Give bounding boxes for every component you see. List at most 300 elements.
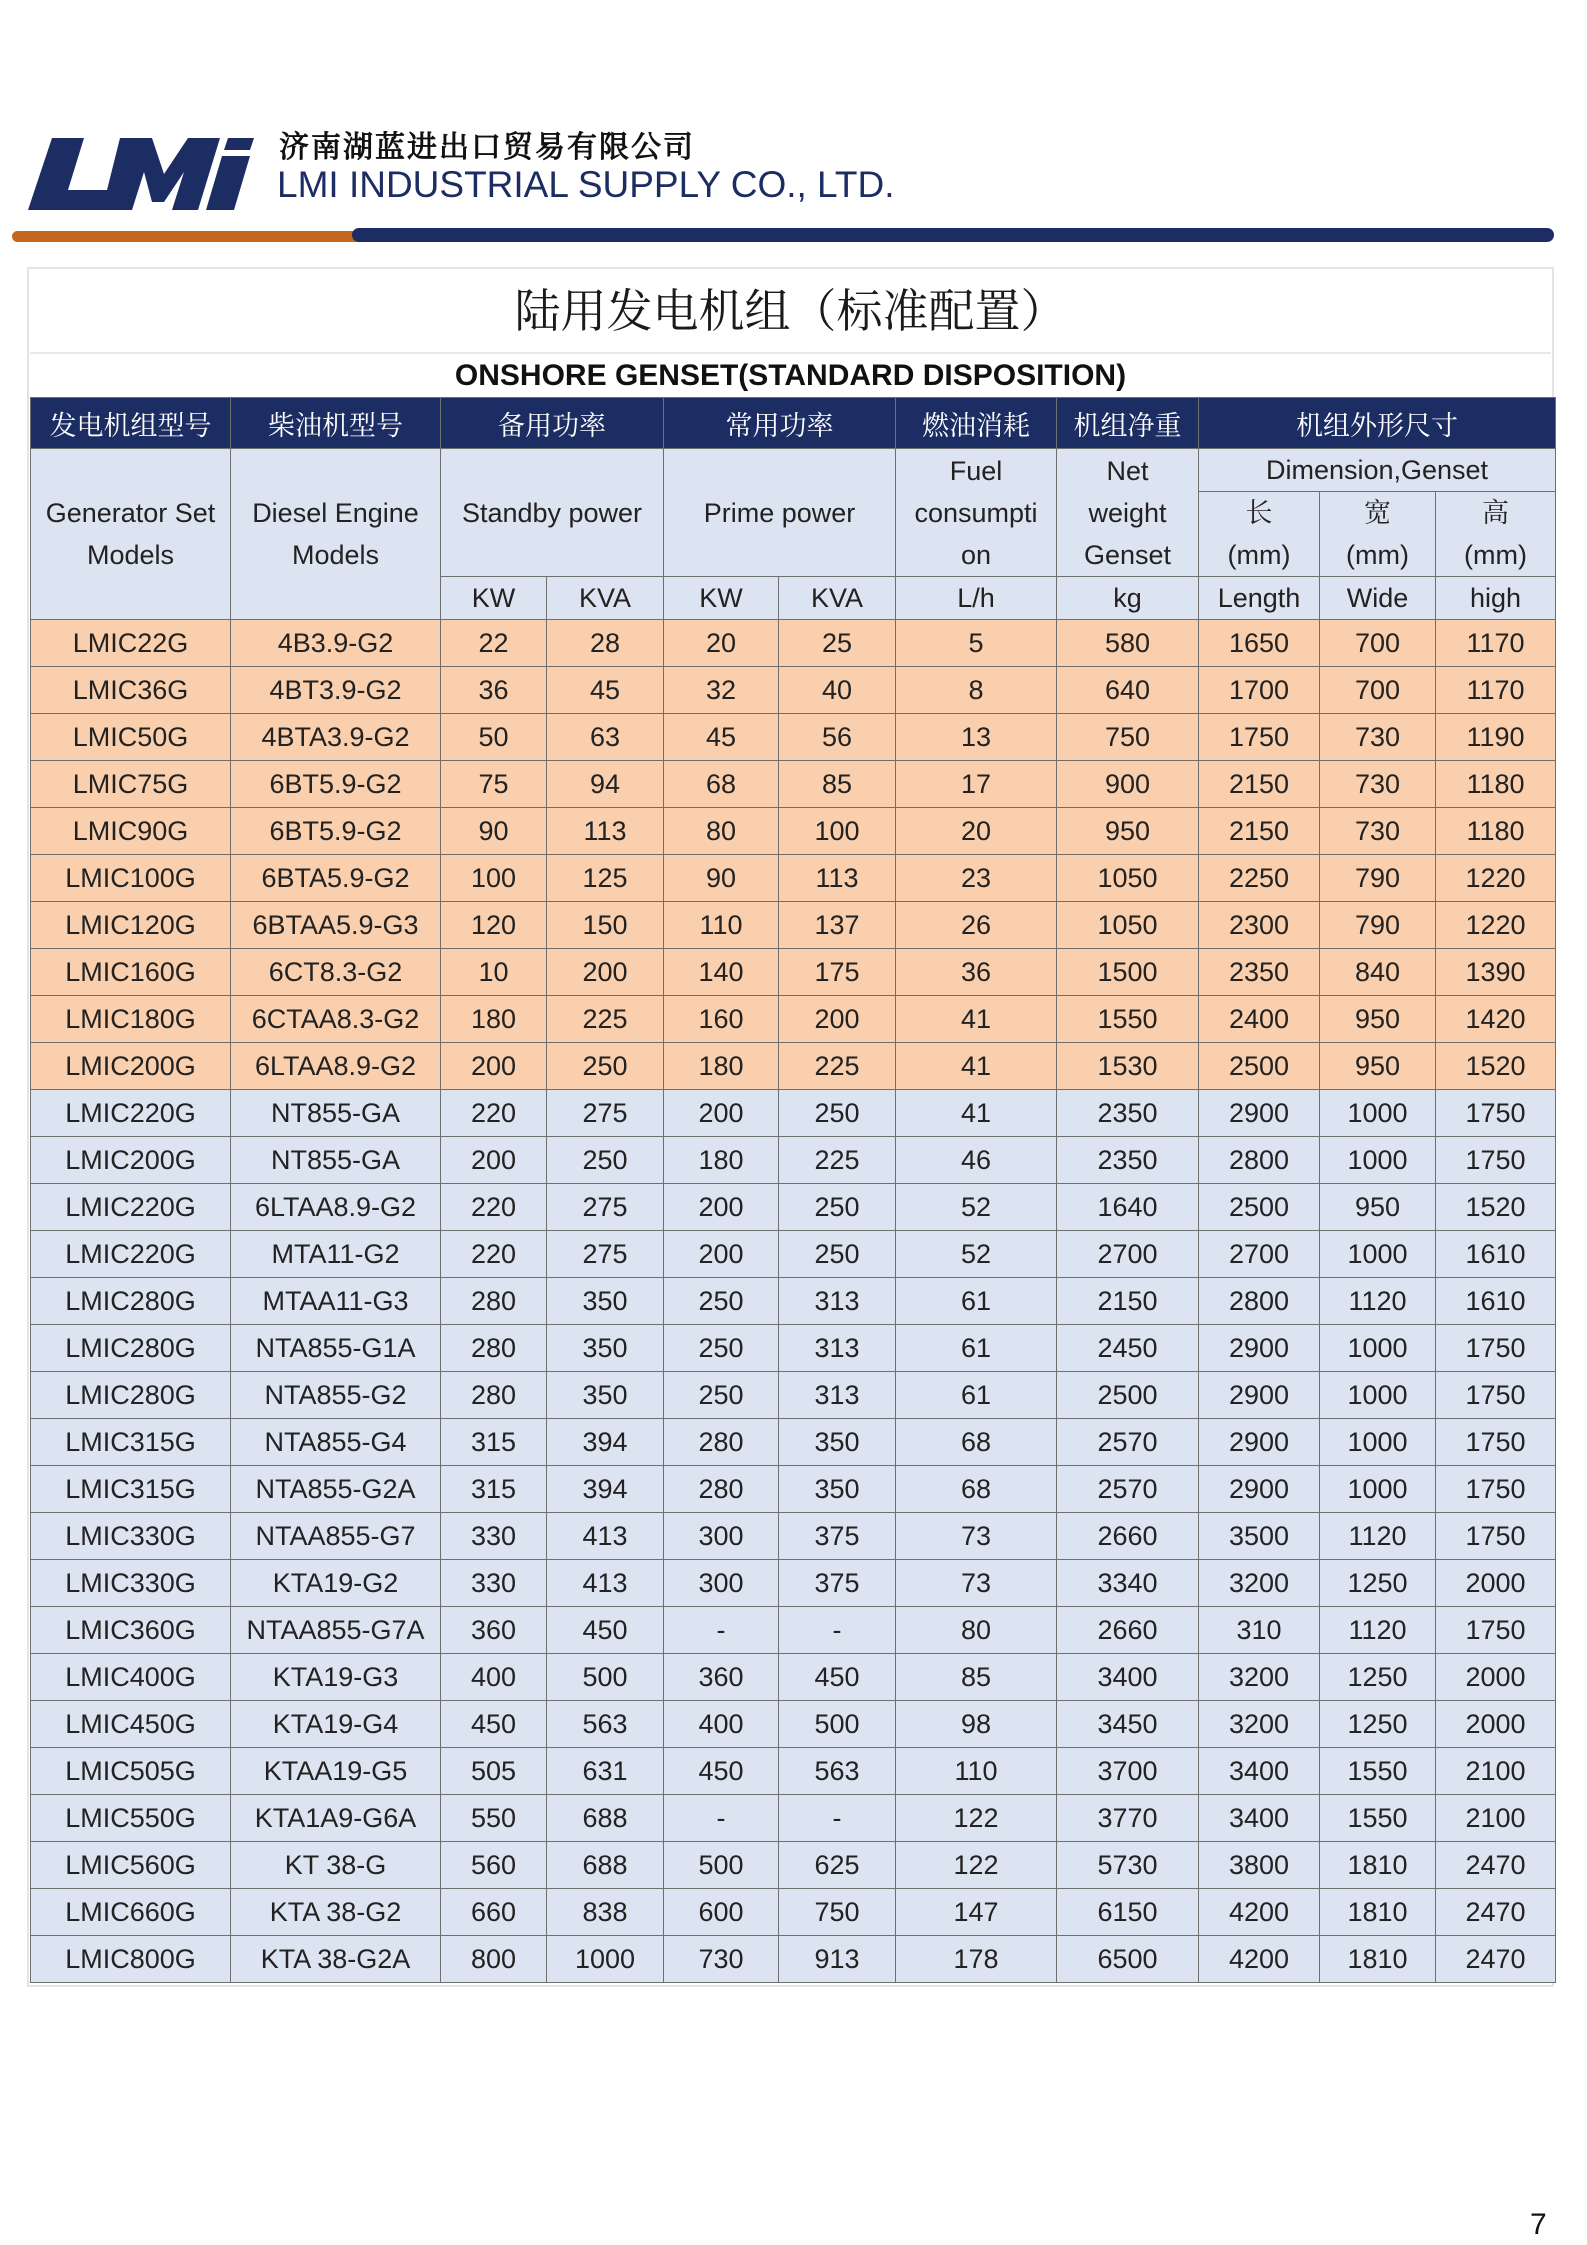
cell-engine: KTA 38-G2 bbox=[231, 1889, 441, 1936]
cell-prime-kva: 113 bbox=[779, 855, 896, 902]
table-row bbox=[31, 808, 1556, 855]
unit-prime-kva: KVA bbox=[779, 577, 896, 620]
cell-standby-kva: 394 bbox=[547, 1466, 664, 1513]
unit-standby-kva: KVA bbox=[547, 577, 664, 620]
company-name-en: LMI INDUSTRIAL SUPPLY CO., LTD. bbox=[277, 164, 895, 205]
cell-fuel: 23 bbox=[896, 855, 1057, 902]
cell-high: 1750 bbox=[1436, 1513, 1556, 1560]
col-fuel-cn: 燃油消耗 bbox=[896, 398, 1057, 449]
col-dimension-cn: 机组外形尺寸 bbox=[1199, 398, 1556, 449]
cell-standby-kva: 250 bbox=[547, 1043, 664, 1090]
cell-engine: 6BTAA5.9-G3 bbox=[231, 902, 441, 949]
col-model-en-line2: Models bbox=[86, 540, 175, 570]
cell-weight: 3700 bbox=[1057, 1748, 1199, 1795]
table-row bbox=[31, 667, 1556, 714]
cell-prime-kw: 450 bbox=[664, 1748, 779, 1795]
cell-length: 3400 bbox=[1199, 1795, 1320, 1842]
cell-fuel: 61 bbox=[896, 1325, 1057, 1372]
cell-fuel: 8 bbox=[896, 667, 1057, 714]
cell-prime-kva: 25 bbox=[779, 620, 896, 667]
table-row bbox=[31, 1795, 1556, 1842]
cell-weight: 2660 bbox=[1057, 1607, 1199, 1654]
cell-high: 1420 bbox=[1436, 996, 1556, 1043]
cell-length: 2150 bbox=[1199, 761, 1320, 808]
cell-weight: 640 bbox=[1057, 667, 1199, 714]
col-fuel-en bbox=[896, 449, 1057, 577]
header-row-cn bbox=[31, 398, 1556, 449]
table-row bbox=[31, 1231, 1556, 1278]
cell-standby-kva: 563 bbox=[547, 1701, 664, 1748]
cell-model: LMIC550G bbox=[31, 1795, 231, 1842]
table-row bbox=[31, 902, 1556, 949]
cell-weight: 1050 bbox=[1057, 902, 1199, 949]
cell-engine: MTAA11-G3 bbox=[231, 1278, 441, 1325]
cell-prime-kw: 500 bbox=[664, 1842, 779, 1889]
cell-engine: KTA19-G3 bbox=[231, 1654, 441, 1701]
table-row bbox=[31, 1936, 1556, 1983]
cell-engine: MTA11-G2 bbox=[231, 1231, 441, 1278]
col-weight-en bbox=[1057, 449, 1199, 577]
cell-standby-kva: 45 bbox=[547, 667, 664, 714]
cell-model: LMIC100G bbox=[31, 855, 231, 902]
cell-weight: 1050 bbox=[1057, 855, 1199, 902]
cell-prime-kw: 600 bbox=[664, 1889, 779, 1936]
cell-high: 1750 bbox=[1436, 1466, 1556, 1513]
cell-length: 3200 bbox=[1199, 1701, 1320, 1748]
cell-prime-kva: 563 bbox=[779, 1748, 896, 1795]
cell-prime-kva: - bbox=[779, 1607, 896, 1654]
unit-length: Length bbox=[1199, 577, 1320, 620]
cell-wide: 790 bbox=[1320, 902, 1436, 949]
wide-mm-label: (mm) bbox=[1346, 540, 1409, 570]
cell-engine: KTAA19-G5 bbox=[231, 1748, 441, 1795]
cell-prime-kva: 250 bbox=[779, 1231, 896, 1278]
table-row bbox=[31, 1748, 1556, 1795]
cell-weight: 5730 bbox=[1057, 1842, 1199, 1889]
cell-prime-kw: 200 bbox=[664, 1090, 779, 1137]
cell-wide: 1000 bbox=[1320, 1372, 1436, 1419]
cell-high: 1220 bbox=[1436, 902, 1556, 949]
divider-orange-segment bbox=[12, 231, 362, 242]
cell-model: LMIC660G bbox=[31, 1889, 231, 1936]
cell-high: 2470 bbox=[1436, 1889, 1556, 1936]
cell-engine: NTA855-G1A bbox=[231, 1325, 441, 1372]
cell-prime-kw: 730 bbox=[664, 1936, 779, 1983]
table-row bbox=[31, 1560, 1556, 1607]
cell-standby-kva: 631 bbox=[547, 1748, 664, 1795]
cell-high: 1520 bbox=[1436, 1184, 1556, 1231]
cell-standby-kva: 688 bbox=[547, 1795, 664, 1842]
cell-engine: 6CT8.3-G2 bbox=[231, 949, 441, 996]
cell-model: LMIC315G bbox=[31, 1466, 231, 1513]
col-fuel-en-line2: consumpti bbox=[914, 497, 1038, 528]
table-row bbox=[31, 1701, 1556, 1748]
cell-standby-kw: 400 bbox=[441, 1654, 547, 1701]
cell-prime-kw: - bbox=[664, 1607, 779, 1654]
cell-wide: 1000 bbox=[1320, 1231, 1436, 1278]
cell-standby-kw: 315 bbox=[441, 1466, 547, 1513]
cell-standby-kw: 22 bbox=[441, 620, 547, 667]
col-model-en-line1: Generator Set bbox=[45, 498, 216, 528]
cell-standby-kw: 90 bbox=[441, 808, 547, 855]
cell-engine: 4BT3.9-G2 bbox=[231, 667, 441, 714]
cell-model: LMIC36G bbox=[31, 667, 231, 714]
cell-prime-kw: 280 bbox=[664, 1466, 779, 1513]
unit-prime-kw: KW bbox=[664, 577, 779, 620]
cell-high: 1750 bbox=[1436, 1372, 1556, 1419]
cell-high: 2100 bbox=[1436, 1748, 1556, 1795]
table-row bbox=[31, 1325, 1556, 1372]
cell-engine: NTAA855-G7 bbox=[231, 1513, 441, 1560]
table-body bbox=[31, 620, 1556, 1983]
document-title-cn: 陆用发电机组（标准配置） bbox=[514, 284, 1067, 338]
cell-high: 1180 bbox=[1436, 808, 1556, 855]
table-row bbox=[31, 1654, 1556, 1701]
cell-prime-kw: 300 bbox=[664, 1560, 779, 1607]
cell-length: 3500 bbox=[1199, 1513, 1320, 1560]
cell-high: 1170 bbox=[1436, 620, 1556, 667]
cell-fuel: 20 bbox=[896, 808, 1057, 855]
cell-fuel: 73 bbox=[896, 1513, 1057, 1560]
unit-fuel: L/h bbox=[896, 577, 1057, 620]
cell-wide: 1120 bbox=[1320, 1607, 1436, 1654]
cell-engine: NTA855-G4 bbox=[231, 1419, 441, 1466]
cell-length: 2900 bbox=[1199, 1419, 1320, 1466]
cell-prime-kva: 85 bbox=[779, 761, 896, 808]
cell-fuel: 46 bbox=[896, 1137, 1057, 1184]
cell-length: 1750 bbox=[1199, 714, 1320, 761]
cell-engine: 6BTA5.9-G2 bbox=[231, 855, 441, 902]
cell-weight: 3400 bbox=[1057, 1654, 1199, 1701]
cell-standby-kw: 315 bbox=[441, 1419, 547, 1466]
cell-model: LMIC280G bbox=[31, 1278, 231, 1325]
cell-standby-kw: 280 bbox=[441, 1372, 547, 1419]
unit-weight: kg bbox=[1057, 577, 1199, 620]
company-name-cn: 济南湖蓝进出口贸易有限公司 bbox=[279, 130, 695, 165]
cell-weight: 2450 bbox=[1057, 1325, 1199, 1372]
cell-high: 1610 bbox=[1436, 1278, 1556, 1325]
cell-standby-kva: 350 bbox=[547, 1325, 664, 1372]
col-fuel-en-line3: on bbox=[960, 539, 992, 570]
col-dimension-en: Dimension,Genset bbox=[1199, 449, 1556, 492]
cell-model: LMIC160G bbox=[31, 949, 231, 996]
cell-model: LMIC90G bbox=[31, 808, 231, 855]
high-mm-label: (mm) bbox=[1464, 540, 1527, 570]
cell-wide: 1120 bbox=[1320, 1513, 1436, 1560]
cell-engine: NTAA855-G7A bbox=[231, 1607, 441, 1654]
cell-high: 1750 bbox=[1436, 1090, 1556, 1137]
cell-engine: 6BT5.9-G2 bbox=[231, 761, 441, 808]
unit-high: high bbox=[1436, 577, 1556, 620]
cell-prime-kva: 225 bbox=[779, 1043, 896, 1090]
cell-standby-kw: 330 bbox=[441, 1560, 547, 1607]
cell-model: LMIC800G bbox=[31, 1936, 231, 1983]
cell-fuel: 41 bbox=[896, 1043, 1057, 1090]
cell-length: 2900 bbox=[1199, 1325, 1320, 1372]
cell-prime-kw: 160 bbox=[664, 996, 779, 1043]
cell-high: 1220 bbox=[1436, 855, 1556, 902]
cell-prime-kw: 80 bbox=[664, 808, 779, 855]
cell-prime-kw: 180 bbox=[664, 1043, 779, 1090]
table-row bbox=[31, 620, 1556, 667]
cell-weight: 950 bbox=[1057, 808, 1199, 855]
cell-prime-kva: 200 bbox=[779, 996, 896, 1043]
cell-prime-kw: 360 bbox=[664, 1654, 779, 1701]
cell-weight: 3340 bbox=[1057, 1560, 1199, 1607]
cell-standby-kva: 275 bbox=[547, 1184, 664, 1231]
cell-prime-kw: 180 bbox=[664, 1137, 779, 1184]
table-row bbox=[31, 761, 1556, 808]
cell-length: 2800 bbox=[1199, 1137, 1320, 1184]
cell-wide: 1000 bbox=[1320, 1325, 1436, 1372]
cell-standby-kw: 280 bbox=[441, 1278, 547, 1325]
cell-weight: 2500 bbox=[1057, 1372, 1199, 1419]
cell-standby-kw: 120 bbox=[441, 902, 547, 949]
cell-engine: 6LTAA8.9-G2 bbox=[231, 1184, 441, 1231]
cell-model: LMIC450G bbox=[31, 1701, 231, 1748]
table-row bbox=[31, 1278, 1556, 1325]
cell-model: LMIC220G bbox=[31, 1184, 231, 1231]
cell-standby-kva: 413 bbox=[547, 1513, 664, 1560]
cell-standby-kva: 113 bbox=[547, 808, 664, 855]
cell-prime-kva: 500 bbox=[779, 1701, 896, 1748]
col-model-cn: 发电机组型号 bbox=[31, 398, 231, 449]
col-engine-en bbox=[231, 449, 441, 620]
table-row bbox=[31, 855, 1556, 902]
cell-standby-kva: 350 bbox=[547, 1278, 664, 1325]
cell-wide: 1810 bbox=[1320, 1889, 1436, 1936]
cell-fuel: 41 bbox=[896, 996, 1057, 1043]
cell-standby-kva: 94 bbox=[547, 761, 664, 808]
cell-weight: 1550 bbox=[1057, 996, 1199, 1043]
cell-standby-kw: 200 bbox=[441, 1043, 547, 1090]
cell-engine: KTA 38-G2A bbox=[231, 1936, 441, 1983]
cell-prime-kw: 140 bbox=[664, 949, 779, 996]
cell-weight: 750 bbox=[1057, 714, 1199, 761]
cell-length: 2150 bbox=[1199, 808, 1320, 855]
cell-engine: NTA855-G2A bbox=[231, 1466, 441, 1513]
cell-standby-kw: 180 bbox=[441, 996, 547, 1043]
cell-standby-kva: 225 bbox=[547, 996, 664, 1043]
cell-standby-kva: 413 bbox=[547, 1560, 664, 1607]
cell-standby-kw: 280 bbox=[441, 1325, 547, 1372]
cell-prime-kva: 913 bbox=[779, 1936, 896, 1983]
col-weight-en-line1: Net bbox=[1106, 455, 1149, 486]
cell-fuel: 52 bbox=[896, 1231, 1057, 1278]
cell-standby-kva: 1000 bbox=[547, 1936, 664, 1983]
cell-weight: 1500 bbox=[1057, 949, 1199, 996]
cell-model: LMIC280G bbox=[31, 1372, 231, 1419]
cell-fuel: 122 bbox=[896, 1842, 1057, 1889]
cell-prime-kva: 375 bbox=[779, 1560, 896, 1607]
cell-standby-kw: 100 bbox=[441, 855, 547, 902]
cell-fuel: 61 bbox=[896, 1372, 1057, 1419]
cell-model: LMIC280G bbox=[31, 1325, 231, 1372]
cell-prime-kw: 400 bbox=[664, 1701, 779, 1748]
table-row bbox=[31, 1090, 1556, 1137]
cell-prime-kva: 250 bbox=[779, 1090, 896, 1137]
cell-prime-kva: 40 bbox=[779, 667, 896, 714]
cell-weight: 1640 bbox=[1057, 1184, 1199, 1231]
cell-weight: 6150 bbox=[1057, 1889, 1199, 1936]
cell-length: 2500 bbox=[1199, 1184, 1320, 1231]
col-prime-cn: 常用功率 bbox=[664, 398, 896, 449]
cell-standby-kw: 36 bbox=[441, 667, 547, 714]
cell-standby-kw: 450 bbox=[441, 1701, 547, 1748]
table-row bbox=[31, 1607, 1556, 1654]
cell-prime-kw: 45 bbox=[664, 714, 779, 761]
cell-standby-kva: 688 bbox=[547, 1842, 664, 1889]
cell-fuel: 178 bbox=[896, 1936, 1057, 1983]
cell-model: LMIC505G bbox=[31, 1748, 231, 1795]
genset-spec-table bbox=[30, 397, 1556, 1983]
cell-fuel: 41 bbox=[896, 1090, 1057, 1137]
cell-standby-kva: 450 bbox=[547, 1607, 664, 1654]
table-row bbox=[31, 1137, 1556, 1184]
col-engine-en-line2: Models bbox=[291, 540, 380, 570]
cell-prime-kva: 375 bbox=[779, 1513, 896, 1560]
col-weight-en-line3: Genset bbox=[1083, 539, 1172, 570]
cell-high: 2100 bbox=[1436, 1795, 1556, 1842]
cell-model: LMIC180G bbox=[31, 996, 231, 1043]
table-row bbox=[31, 1372, 1556, 1419]
cell-model: LMIC330G bbox=[31, 1513, 231, 1560]
cell-prime-kw: 250 bbox=[664, 1325, 779, 1372]
cell-wide: 730 bbox=[1320, 761, 1436, 808]
cell-length: 2800 bbox=[1199, 1278, 1320, 1325]
cell-prime-kva: 100 bbox=[779, 808, 896, 855]
col-length-cn bbox=[1199, 492, 1320, 577]
cell-model: LMIC50G bbox=[31, 714, 231, 761]
cell-engine: NT855-GA bbox=[231, 1090, 441, 1137]
cell-wide: 1000 bbox=[1320, 1137, 1436, 1184]
table-row bbox=[31, 996, 1556, 1043]
high-cn-label: 高 bbox=[1482, 498, 1509, 528]
cell-prime-kw: 300 bbox=[664, 1513, 779, 1560]
cell-model: LMIC200G bbox=[31, 1043, 231, 1090]
cell-standby-kw: 550 bbox=[441, 1795, 547, 1842]
cell-prime-kva: 137 bbox=[779, 902, 896, 949]
cell-high: 2000 bbox=[1436, 1701, 1556, 1748]
cell-standby-kva: 275 bbox=[547, 1090, 664, 1137]
cell-wide: 1810 bbox=[1320, 1936, 1436, 1983]
cell-high: 1180 bbox=[1436, 761, 1556, 808]
cell-fuel: 5 bbox=[896, 620, 1057, 667]
cell-fuel: 68 bbox=[896, 1466, 1057, 1513]
cell-model: LMIC315G bbox=[31, 1419, 231, 1466]
cell-high: 1390 bbox=[1436, 949, 1556, 996]
cell-prime-kw: 68 bbox=[664, 761, 779, 808]
cell-wide: 730 bbox=[1320, 714, 1436, 761]
col-standby-cn: 备用功率 bbox=[441, 398, 664, 449]
cell-engine: NT855-GA bbox=[231, 1137, 441, 1184]
cell-fuel: 147 bbox=[896, 1889, 1057, 1936]
unit-wide: Wide bbox=[1320, 577, 1436, 620]
cell-wide: 700 bbox=[1320, 667, 1436, 714]
cell-high: 1190 bbox=[1436, 714, 1556, 761]
cell-fuel: 73 bbox=[896, 1560, 1057, 1607]
col-standby-en: Standby power bbox=[441, 449, 664, 577]
cell-standby-kw: 330 bbox=[441, 1513, 547, 1560]
cell-wide: 1000 bbox=[1320, 1419, 1436, 1466]
cell-model: LMIC22G bbox=[31, 620, 231, 667]
cell-length: 2250 bbox=[1199, 855, 1320, 902]
cell-engine: 6CTAA8.3-G2 bbox=[231, 996, 441, 1043]
cell-engine: 4BTA3.9-G2 bbox=[231, 714, 441, 761]
cell-length: 2900 bbox=[1199, 1090, 1320, 1137]
cell-prime-kva: 175 bbox=[779, 949, 896, 996]
cell-standby-kw: 505 bbox=[441, 1748, 547, 1795]
cell-standby-kva: 394 bbox=[547, 1419, 664, 1466]
cell-standby-kva: 838 bbox=[547, 1889, 664, 1936]
cell-wide: 730 bbox=[1320, 808, 1436, 855]
header-divider bbox=[12, 228, 1554, 244]
cell-engine: 6BT5.9-G2 bbox=[231, 808, 441, 855]
lmi-logo bbox=[24, 128, 254, 218]
cell-fuel: 26 bbox=[896, 902, 1057, 949]
cell-fuel: 110 bbox=[896, 1748, 1057, 1795]
cell-engine: KTA19-G2 bbox=[231, 1560, 441, 1607]
cell-standby-kva: 125 bbox=[547, 855, 664, 902]
cell-fuel: 13 bbox=[896, 714, 1057, 761]
cell-prime-kw: 32 bbox=[664, 667, 779, 714]
document-title-en: ONSHORE GENSET(STANDARD DISPOSITION) bbox=[454, 359, 1127, 392]
wide-cn-label: 宽 bbox=[1364, 498, 1391, 528]
col-prime-en: Prime power bbox=[664, 449, 896, 577]
cell-engine: NTA855-G2 bbox=[231, 1372, 441, 1419]
cell-high: 1520 bbox=[1436, 1043, 1556, 1090]
cell-standby-kw: 75 bbox=[441, 761, 547, 808]
cell-model: LMIC400G bbox=[31, 1654, 231, 1701]
cell-standby-kw: 660 bbox=[441, 1889, 547, 1936]
cell-wide: 1250 bbox=[1320, 1654, 1436, 1701]
cell-fuel: 80 bbox=[896, 1607, 1057, 1654]
cell-model: LMIC560G bbox=[31, 1842, 231, 1889]
table-row bbox=[31, 1513, 1556, 1560]
cell-prime-kva: 313 bbox=[779, 1278, 896, 1325]
cell-prime-kw: - bbox=[664, 1795, 779, 1842]
cell-weight: 3450 bbox=[1057, 1701, 1199, 1748]
cell-length: 2900 bbox=[1199, 1372, 1320, 1419]
cell-model: LMIC75G bbox=[31, 761, 231, 808]
cell-prime-kw: 280 bbox=[664, 1419, 779, 1466]
cell-weight: 2350 bbox=[1057, 1090, 1199, 1137]
cell-length: 1650 bbox=[1199, 620, 1320, 667]
cell-standby-kw: 360 bbox=[441, 1607, 547, 1654]
cell-fuel: 68 bbox=[896, 1419, 1057, 1466]
cell-prime-kva: 313 bbox=[779, 1372, 896, 1419]
cell-standby-kva: 500 bbox=[547, 1654, 664, 1701]
col-fuel-en-line1: Fuel bbox=[949, 455, 1003, 486]
cell-engine: KT 38-G bbox=[231, 1842, 441, 1889]
cell-standby-kva: 63 bbox=[547, 714, 664, 761]
table-row bbox=[31, 1889, 1556, 1936]
table-row bbox=[31, 1184, 1556, 1231]
cell-length: 1700 bbox=[1199, 667, 1320, 714]
cell-wide: 1250 bbox=[1320, 1701, 1436, 1748]
cell-length: 3200 bbox=[1199, 1654, 1320, 1701]
cell-prime-kva: 350 bbox=[779, 1466, 896, 1513]
cell-prime-kva: 225 bbox=[779, 1137, 896, 1184]
cell-wide: 1250 bbox=[1320, 1560, 1436, 1607]
cell-model: LMIC330G bbox=[31, 1560, 231, 1607]
cell-length: 2300 bbox=[1199, 902, 1320, 949]
cell-standby-kw: 220 bbox=[441, 1231, 547, 1278]
cell-weight: 580 bbox=[1057, 620, 1199, 667]
cell-standby-kva: 350 bbox=[547, 1372, 664, 1419]
cell-engine: 6LTAA8.9-G2 bbox=[231, 1043, 441, 1090]
cell-length: 3400 bbox=[1199, 1748, 1320, 1795]
